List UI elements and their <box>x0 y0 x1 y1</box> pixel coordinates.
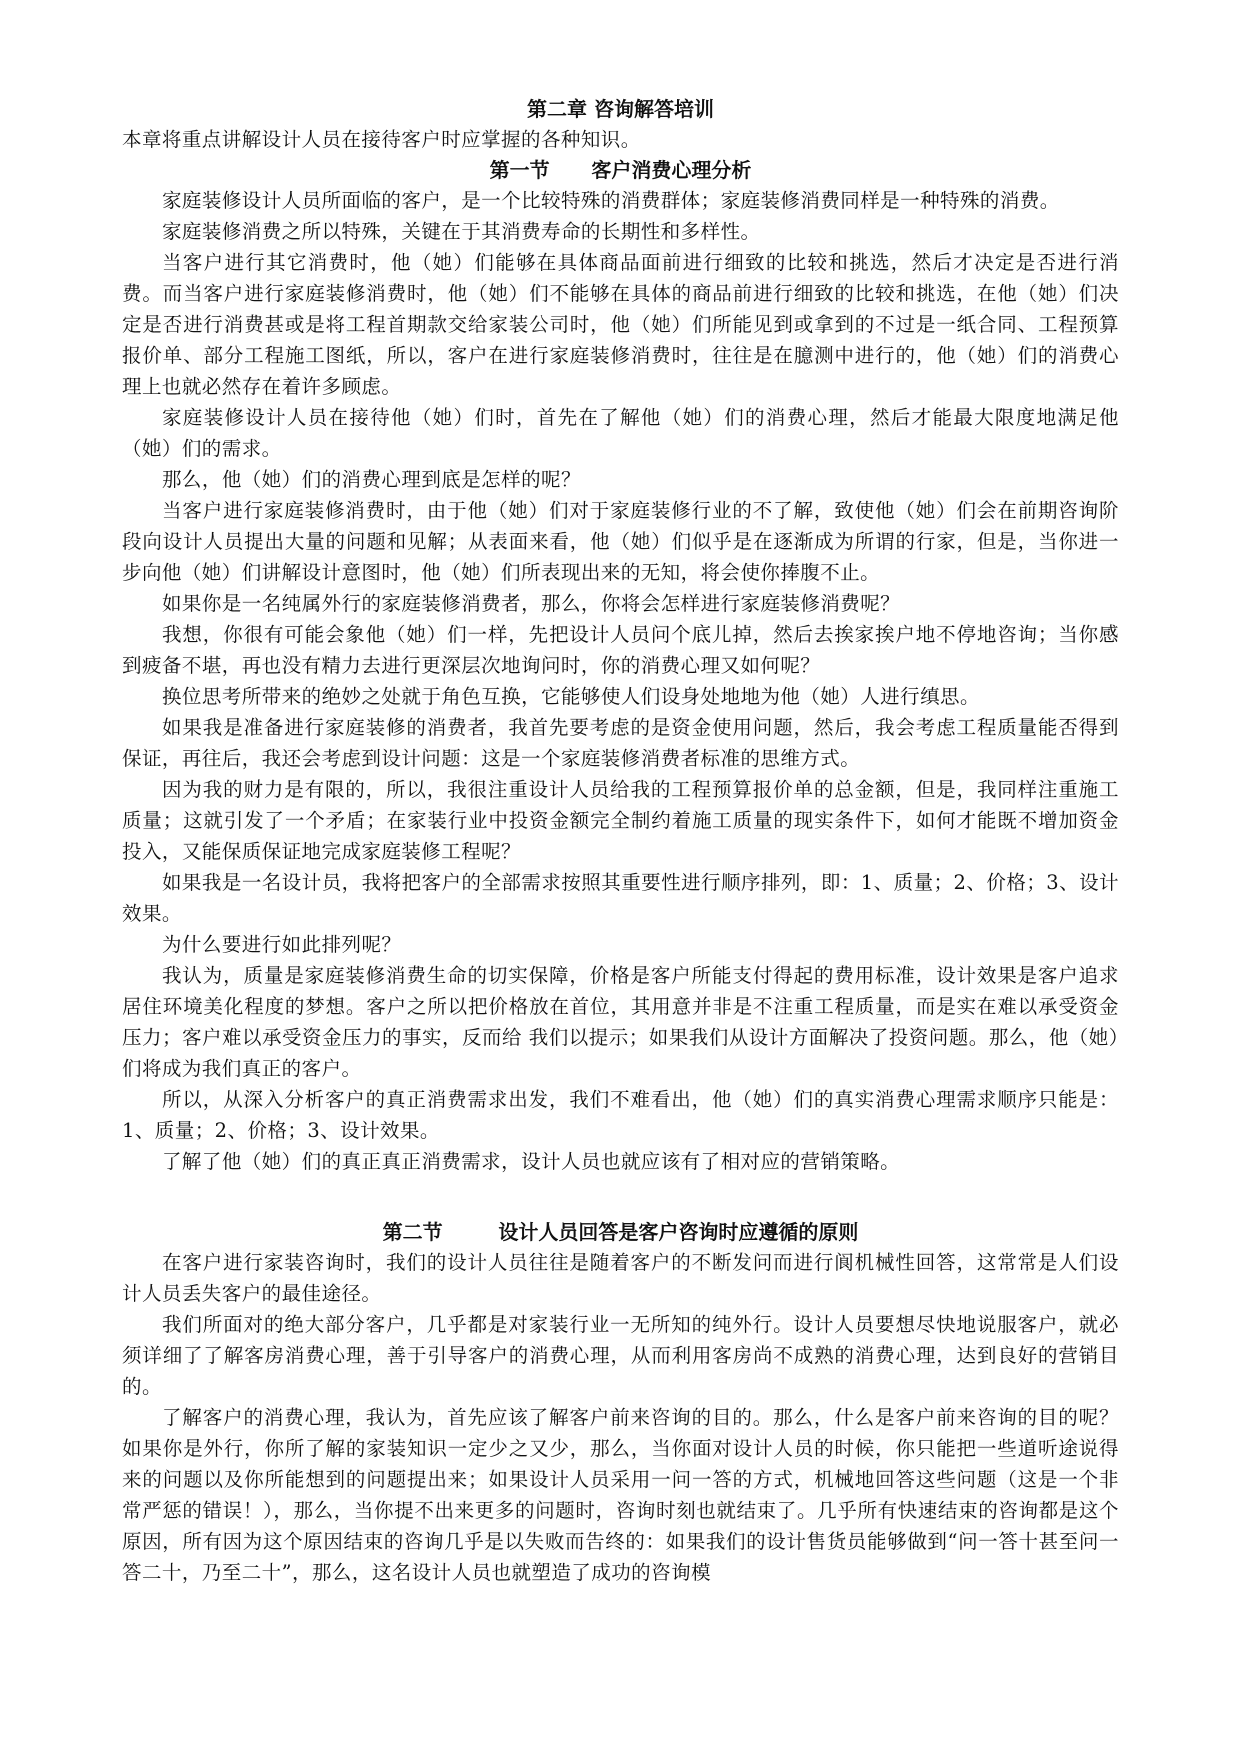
document-body <box>122 94 1119 1588</box>
paragraph: 我想，你很有可能会象他（她）们一样，先把设计人员问个底儿掉，然后去挨家挨户地不停地咨询；当你感到疲备不堪，再也没有精力去进行更深层次地询问时，你的消费心理又如何呢？ <box>122 623 1119 677</box>
paragraph: 当客户进行家庭装修消费时，由于他（她）们对于家庭装修行业的不了解，致使他（她）们会在前期咨询阶段向设计人员提出大量的问题和见解；从表面来看，他（她）们似乎是在逐渐成为所谓的行家，但是，当你进一步向他（她）们讲解设计意图时，他（她）们所表现出来的无知，将会使你捧腹不止。 <box>122 499 1119 584</box>
paragraph: 我认为，质量是家庭装修消费生命的切实保障，价格是客户所能支付得起的费用标准，设计效果是客户追求居住环境美化程度的梦想。客户之所以把价格放在首位，其用意并非是不注重工程质量，而是实在难以承受资金压力；客户难以承受资金压力的事实，反而给 我们以提示；如果我们从设计方面解决了投资问题。那么，他（她）们将成为我们真正的客户。 <box>122 964 1119 1080</box>
paragraph: 了解了他（她）们的真正真正消费需求，设计人员也就应该有了相对应的营销策略。 <box>161 1150 901 1173</box>
paragraph: 家庭装修消费之所以特殊，关键在于其消费寿命的长期性和多样性。 <box>161 220 761 243</box>
paragraph: 因为我的财力是有限的，所以，我很注重设计人员给我的工程预算报价单的总金额，但是，我同样注重施工质量；这就引发了一个矛盾；在家装行业中投资金额完全制约着施工质量的现实条件下，如何才能既不增加资金投入，又能保质保证地完成家庭装修工程呢？ <box>122 778 1119 863</box>
section-2-body <box>122 1247 1119 1588</box>
chapter-intro: 本章将重点讲解设计人员在接待客户时应掌握的各种知识。 <box>122 128 641 151</box>
section-1-title: 第一节 客户消费心理分析 <box>489 158 752 182</box>
paragraph: 在客户进行家装咨询时，我们的设计人员往往是随着客户的不断发问而进行阆机械性回答，这常常是人们设计人员丢失客户的最佳途径。 <box>122 1251 1119 1305</box>
paragraph: 如果你是一名纯属外行的家庭装修消费者，那么，你将会怎样进行家庭装修消费呢？ <box>161 592 901 615</box>
paragraph: 家庭装修设计人员在接待他（她）们时，首先在了解他（她）们的消费心理，然后才能最大限度地满足他（她）们的需求。 <box>122 406 1119 460</box>
paragraph: 如果我是准备进行家庭装修的消费者，我首先要考虑的是资金使用问题，然后，我会考虑工程质量能否得到保证，再往后，我还会考虑到设计问题：这是一个家庭装修消费者标准的思维方式。 <box>122 716 1119 770</box>
section-2-title: 第二节 设计人员回答是客户咨询时应遵循的原则 <box>382 1220 859 1244</box>
paragraph: 当客户进行其它消费时，他（她）们能够在具体商品面前进行细致的比较和挑选，然后才决定是否进行消费。而当客户进行家庭装修消费时，他（她）们不能够在具体的商品前进行细致的比较和挑选，在他（她）们决定是否进行消费甚或是将工程首期款交给家装公司时，他（她）们所能见到或拿到的不过是一纸合同、工程预算报价单、部分工程施工图纸，所以，客户在进行家庭装修消费时，往往是在臆测中进行的，他（她）们的消费心理上也就必然存在着许多顾虑。 <box>122 251 1119 398</box>
paragraph: 那么，他（她）们的消费心理到底是怎样的呢？ <box>161 468 581 491</box>
paragraph: 家庭装修设计人员所面临的客户，是一个比较特殊的消费群体；家庭装修消费同样是一种特殊的消费。 <box>161 189 1060 212</box>
paragraph: 我们所面对的绝大部分客户，几乎都是对家装行业一无所知的纯外行。设计人员要想尽快地说服客户，就必须详细了了解客房消费心理，善于引导客户的消费心理，从而利用客房尚不成熟的消费心理，达到良好的营销目的。 <box>122 1313 1119 1398</box>
paragraph: 为什么要进行如此排列呢？ <box>161 933 402 956</box>
paragraph: 所以，从深入分析客户的真正消费需求出发，我们不难看出，他（她）们的真实消费心理需求顺序只能是：1、质量；2、价格；3、设计效果。 <box>122 1088 1119 1142</box>
paragraph: 换位思考所带来的绝妙之处就于角色互换，它能够使人们设身处地地为他（她）人进行缜思。 <box>161 685 980 708</box>
section-1-body <box>122 185 1119 1177</box>
paragraph: 了解客户的消费心理，我认为，首先应该了解客户前来咨询的目的。那么，什么是客户前来咨询的目的呢？如果你是外行，你所了解的家装知识一定少之又少，那么，当你面对设计人员的时候，你只能把一些道听途说得来的问题以及你所能想到的问题提出来；如果设计人员采用一问一答的方式，机械地回答这些问题（这是一个非常严惩的错误！），那么，当你提不出来更多的问题时，咨询时刻也就结束了。几乎所有快速结束的咨询都是这个原因，所有因为这个原因结束的咨询几乎是以失败而告终的：如果我们的设计售货员能够做到“问一答十甚至问一答二十，乃至二十”，那么，这名设计人员也就塑造了成功的咨询模 <box>122 1406 1119 1584</box>
paragraph: 如果我是一名设计员，我将把客户的全部需求按照其重要性进行顺序排列，即：1、质量；2、价格；3、设计效果。 <box>122 871 1119 925</box>
chapter-title: 第二章 咨询解答培训 <box>527 97 714 121</box>
